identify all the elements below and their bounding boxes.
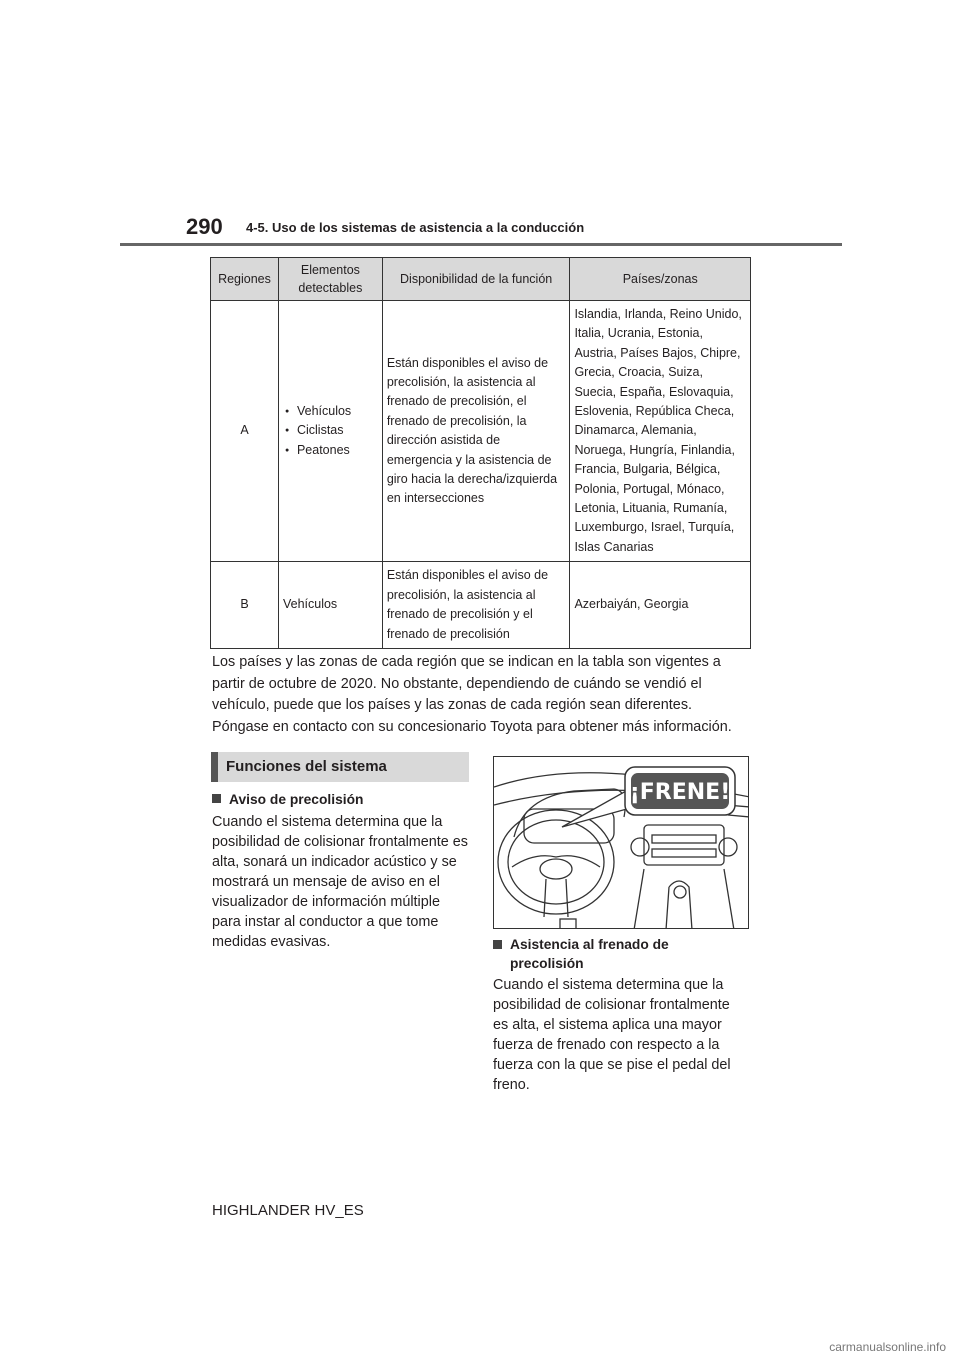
- dashboard-illustration: [493, 756, 749, 929]
- subheading-text: Asistencia al frenado de precolisión: [510, 937, 669, 971]
- regions-table: [210, 257, 751, 649]
- availability-cell: Están disponibles el aviso de precolisión, la asistencia al frenado de precolisión, el frenado de precolisión, la dirección asistida de emergencia y la asistencia de giro hacia la derecha/izquierda en intersecciones: [382, 301, 570, 562]
- table-header-row: [211, 258, 751, 301]
- column-header: Elementos detectables: [278, 258, 382, 301]
- warning-label: ¡FRENE!: [629, 780, 731, 805]
- page-number: 290: [186, 214, 223, 239]
- table-row: [211, 562, 751, 649]
- aviso-text: Cuando el sistema determina que la posibilidad de colisionar frontalmente es alta, sonará un indicador acústico y se mostrará un mensaje de aviso en el visualizador de información múltiple para instar al conductor a que tome medidas evasivas.: [212, 814, 468, 950]
- section-title: 4-5. Uso de los sistemas de asistencia a la conducción: [246, 220, 585, 235]
- elements-cell: [278, 301, 382, 562]
- list-item: ● Ciclistas: [297, 421, 378, 440]
- region-cell: A: [211, 301, 279, 562]
- list-item: ● Peatones: [297, 441, 378, 460]
- column-header: Países/zonas: [570, 258, 751, 301]
- subheading-asistencia: [493, 935, 753, 973]
- asistencia-text: Cuando el sistema determina que la posibilidad de colisionar frontalmente es alta, el sistema aplica una mayor fuerza de frenado con respecto a la fuerza con la que se pise el pedal del freno.: [493, 977, 731, 1093]
- availability-cell: Están disponibles el aviso de precolisión, la asistencia al frenado de precolisión y el frenado de precolisión: [382, 562, 570, 649]
- subheading-aviso: [212, 790, 363, 809]
- countries-cell: Islandia, Irlanda, Reino Unido, Italia, Ucrania, Estonia, Austria, Países Bajos, Chipre, Grecia, Croacia, Suiza, Suecia, España, Eslovaquia, Eslovenia, República Checa, Dinamarca, Alemania, Noruega, Hungría, Finlandia, Francia, Bulgaria, Bélgica, Polonia, Portugal, Mónaco, Letonia, Lituania, Rumanía, Luxemburgo, Israel, Turquía, Islas Canarias: [570, 301, 751, 562]
- countries-cell: Azerbaiyán, Georgia: [570, 562, 751, 649]
- square-bullet-icon: [493, 940, 502, 949]
- region-cell: B: [211, 562, 279, 649]
- subheading-text: Aviso de precolisión: [229, 792, 364, 807]
- section-heading: Funciones del sistema: [211, 752, 469, 782]
- dashboard-drawing: [494, 757, 749, 929]
- watermark: carmanualsonline.info: [829, 1340, 946, 1354]
- elements-list: [283, 402, 378, 460]
- column-header: Regiones: [211, 258, 279, 301]
- list-item: ● Vehículos: [297, 402, 378, 421]
- square-bullet-icon: [212, 794, 221, 803]
- column-header: Disponibilidad de la función: [382, 258, 570, 301]
- note-paragraph: Los países y las zonas de cada región que se indican en la tabla son vigentes a partir de octubre de 2020. No obstante, dependiendo de cuándo se vendió el vehículo, puede que los países y las zonas de cada región sean diferentes. Póngase en contacto con su concesionario Toyota para obtener más información.: [212, 654, 732, 735]
- elements-cell: Vehículos: [278, 562, 382, 649]
- header-divider: [120, 243, 842, 246]
- footer-model: HIGHLANDER HV_ES: [212, 1202, 364, 1219]
- table-row: [211, 301, 751, 562]
